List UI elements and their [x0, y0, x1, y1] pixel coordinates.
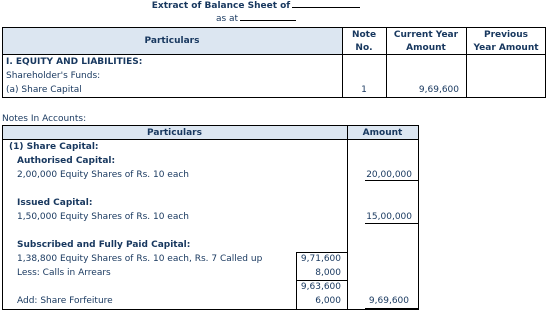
current-year-header-line1: Current Year	[393, 30, 459, 40]
net-called-up-amount: 9,63,600	[300, 282, 341, 292]
share-capital-section-heading: (1) Share Capital:	[9, 142, 99, 152]
total-share-capital-amount: 9,69,600	[368, 296, 409, 306]
subscribed-capital-desc: 1,38,800 Equity Shares of Rs. 10 each, Rs. 7 Called up	[17, 254, 263, 264]
share-forfeiture-desc: Add: Share Forfeiture	[17, 296, 113, 306]
issued-capital-amount: 15,00,000	[366, 212, 412, 222]
balance-sheet-date: as at	[0, 14, 512, 24]
calls-in-arrears-amount: 8,000	[315, 268, 341, 278]
note-header-line2: No.	[355, 43, 373, 53]
notes-particulars-header: Particulars	[147, 128, 202, 138]
calls-in-arrears-desc: Less: Calls in Arrears	[17, 268, 111, 278]
note-header-line1: Note	[351, 30, 377, 40]
notes-amount-header: Amount	[362, 128, 403, 138]
authorised-capital-amount: 20,00,000	[366, 170, 412, 180]
subscribed-capital-inner-amount: 9,71,600	[300, 254, 341, 264]
share-forfeiture-amount: 6,000	[315, 296, 341, 306]
shareholders-funds-label: Shareholder's Funds:	[6, 71, 101, 81]
notes-title: Notes In Accounts:	[2, 114, 87, 124]
authorised-capital-heading: Authorised Capital:	[17, 156, 116, 166]
authorised-capital-desc: 2,00,000 Equity Shares of Rs. 10 each	[17, 170, 189, 180]
particulars-header: Particulars	[144, 36, 200, 46]
share-capital-label: (a) Share Capital	[6, 85, 82, 95]
issued-capital-heading: Issued Capital:	[17, 198, 93, 208]
share-capital-current: 9,69,600	[418, 85, 459, 95]
balance-sheet-title: Extract of Balance Sheet of	[0, 1, 512, 11]
subscribed-capital-heading: Subscribed and Fully Paid Capital:	[17, 240, 191, 250]
issued-capital-desc: 1,50,000 Equity Shares of Rs. 10 each	[17, 212, 189, 222]
equity-liabilities-heading: I. EQUITY AND LIABILITIES:	[6, 57, 143, 67]
current-year-header-line2: Amount	[406, 43, 446, 53]
previous-year-header-line1: Previous	[483, 30, 529, 40]
previous-year-header-line2: Year Amount	[473, 43, 539, 53]
share-capital-note: 1	[361, 85, 367, 95]
